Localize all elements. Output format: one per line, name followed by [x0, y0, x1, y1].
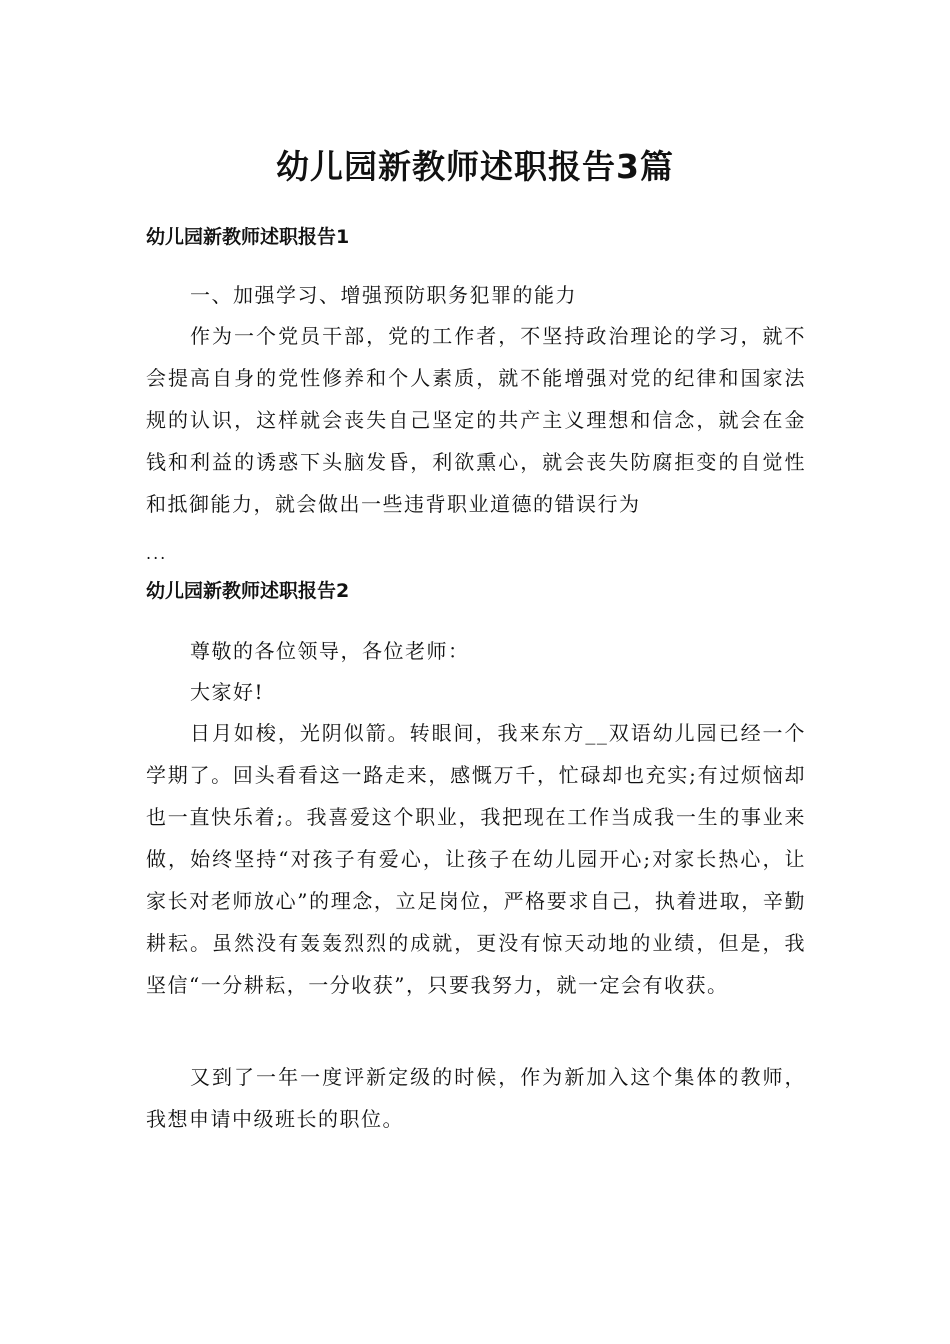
section-1-paragraph: 作为一个党员干部，党的工作者，不坚持政治理论的学习，就不会提高自身的党性修养和个人素质，就不能增强对党的纪律和国家法规的认识，这样就会丧失自己坚定的共产主义理想和信念，就会在金钱和利益的诱惑下头脑发昏，利欲熏心，就会丧失防腐拒变的自觉性和抵御能力，就会做出一些违背职业道德的错误行为	[146, 324, 806, 516]
section-heading-1: 幼儿园新教师述职报告1	[146, 226, 350, 248]
section-2-salutation: 尊敬的各位领导，各位老师：	[190, 639, 470, 663]
document-title: 幼儿园新教师述职报告3篇	[276, 147, 674, 186]
section-heading-2: 幼儿园新教师述职报告2	[146, 580, 350, 602]
section-2-greeting: 大家好!	[190, 680, 265, 704]
section-2-paragraph-2: 又到了一年一度评新定级的时候，作为新加入这个集体的教师，我想申请中级班长的职位。	[146, 1065, 806, 1131]
section-1-subheading: 一、加强学习、增强预防职务犯罪的能力	[190, 283, 577, 307]
section-2-paragraph-1: 日月如梭，光阴似箭。转眼间，我来东方__双语幼儿园已经一个学期了。回头看看这一路走来，感慨万千，忙碌却也充实;有过烦恼却也一直快乐着;。我喜爱这个职业，我把现在工作当成我一生的事业来做，始终坚持“对孩子有爱心，让孩子在幼儿园开心;对家长热心，让家长对老师放心”的理念，立足岗位，严格要求自己，执着进取，辛勤耕耘。虽然没有轰轰烈烈的成就，更没有惊天动地的业绩，但是，我坚信“一分耕耘，一分收获”，只要我努力，就一定会有收获。	[146, 721, 806, 997]
section-1-ellipsis: ...	[146, 544, 168, 563]
